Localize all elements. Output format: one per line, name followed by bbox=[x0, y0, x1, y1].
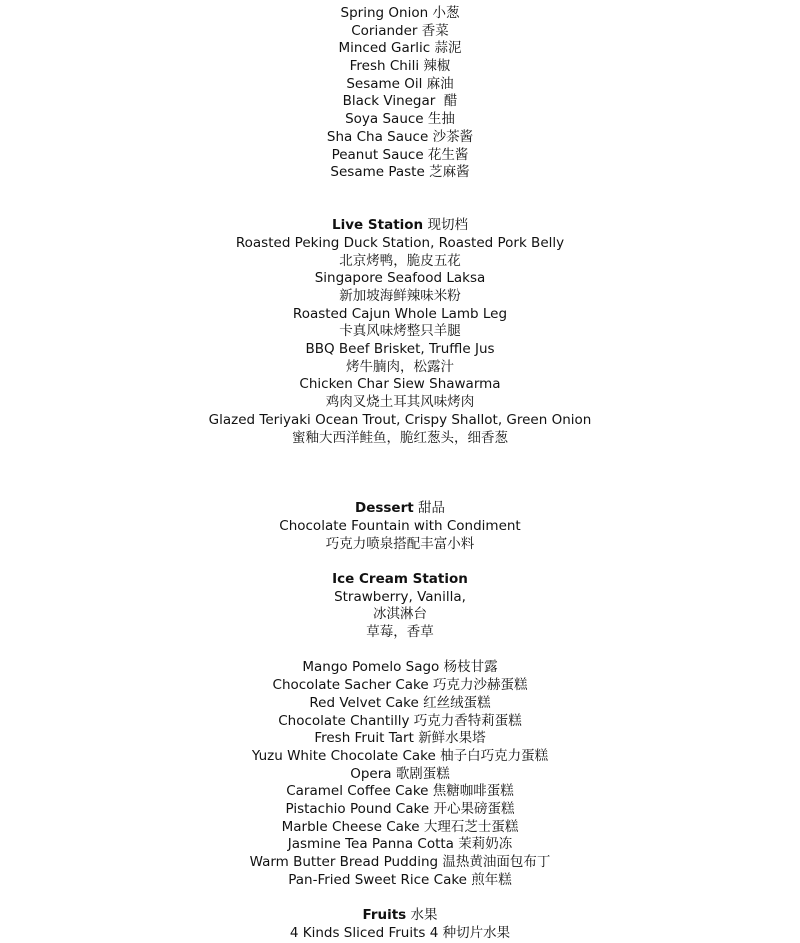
list-item: BBQ Beef Brisket, Truffle Jus bbox=[305, 341, 495, 358]
list-item: Chocolate Chantilly 巧克力香特莉蛋糕 bbox=[278, 712, 522, 729]
list-item: 冰淇淋台 bbox=[373, 606, 427, 623]
list-item: Sesame Oil 麻油 bbox=[346, 75, 454, 92]
list-item: Minced Garlic 蒜泥 bbox=[338, 40, 462, 57]
list-item: Sha Cha Sauce 沙茶酱 bbox=[326, 128, 474, 145]
fruits-section bbox=[0, 907, 800, 942]
list-item: Roasted Peking Duck Station, Roasted Pork Belly bbox=[235, 234, 565, 251]
list-item: Chocolate Sacher Cake 巧克力沙赫蛋糕 bbox=[272, 677, 528, 694]
list-item: 4 Kinds Sliced Fruits 4 种切片水果 bbox=[289, 924, 511, 941]
list-item: Coriander 香菜 bbox=[351, 22, 449, 39]
list-item: Opera 歌剧蛋糕 bbox=[350, 765, 450, 782]
list-item: Yuzu White Chocolate Cake 柚子白巧克力蛋糕 bbox=[251, 747, 549, 764]
list-item: 烤牛腩肉，松露汁 bbox=[346, 358, 454, 375]
list-item: 蜜釉大西洋鲑鱼，脆红葱头，细香葱 bbox=[292, 429, 508, 446]
list-item: Chicken Char Siew Shawarma bbox=[299, 376, 501, 393]
list-item: Fresh Fruit Tart 新鲜水果塔 bbox=[314, 730, 486, 747]
list-item: Soya Sauce 生抽 bbox=[345, 111, 455, 128]
list-item: Strawberry, Vanilla, bbox=[334, 588, 466, 605]
live-station-section bbox=[0, 217, 800, 447]
list-item: Marble Cheese Cake 大理石芝士蛋糕 bbox=[281, 818, 519, 835]
list-item: 草莓，香草 bbox=[366, 624, 434, 641]
section-heading: Live Station 现切档 bbox=[332, 217, 468, 234]
section-heading: Dessert 甜品 bbox=[355, 500, 445, 517]
list-item: Pan-Fried Sweet Rice Cake 煎年糕 bbox=[288, 871, 512, 888]
list-item: Black Vinegar 醋 bbox=[342, 93, 458, 110]
list-item: Glazed Teriyaki Ocean Trout, Crispy Shallot, Green Onion bbox=[208, 411, 592, 428]
list-item: Roasted Cajun Whole Lamb Leg bbox=[292, 305, 508, 322]
section-heading: Ice Cream Station bbox=[332, 571, 468, 588]
condiments-list bbox=[0, 5, 800, 182]
list-item: 卡真风味烤整只羊腿 bbox=[339, 323, 461, 340]
section-heading: Fruits 水果 bbox=[362, 907, 438, 924]
list-item: Caramel Coffee Cake 焦糖咖啡蛋糕 bbox=[286, 783, 514, 800]
list-item: Peanut Sauce 花生酱 bbox=[331, 146, 469, 163]
dessert-section bbox=[0, 500, 800, 553]
list-item: Pistachio Pound Cake 开心果磅蛋糕 bbox=[285, 800, 515, 817]
list-item: Jasmine Tea Panna Cotta 茉莉奶冻 bbox=[287, 836, 513, 853]
cakes-list bbox=[0, 659, 800, 889]
list-item: 巧克力喷泉搭配丰富小料 bbox=[325, 535, 475, 552]
list-item: Chocolate Fountain with Condiment bbox=[279, 517, 521, 534]
list-item: Mango Pomelo Sago 杨枝甘露 bbox=[302, 659, 498, 676]
list-item: 新加坡海鲜辣味米粉 bbox=[339, 288, 461, 305]
list-item: Red Velvet Cake 红丝绒蛋糕 bbox=[309, 694, 491, 711]
list-item: Warm Butter Bread Pudding 温热黄油面包布丁 bbox=[249, 854, 551, 871]
list-item: Singapore Seafood Laksa bbox=[314, 270, 486, 287]
list-item: 鸡肉叉烧土耳其风味烤肉 bbox=[325, 394, 475, 411]
list-item: 北京烤鸭，脆皮五花 bbox=[339, 252, 461, 269]
list-item: Sesame Paste 芝麻酱 bbox=[330, 164, 470, 181]
list-item: Spring Onion 小葱 bbox=[340, 5, 460, 21]
ice-cream-section bbox=[0, 571, 800, 642]
list-item: Fresh Chili 辣椒 bbox=[349, 58, 451, 75]
